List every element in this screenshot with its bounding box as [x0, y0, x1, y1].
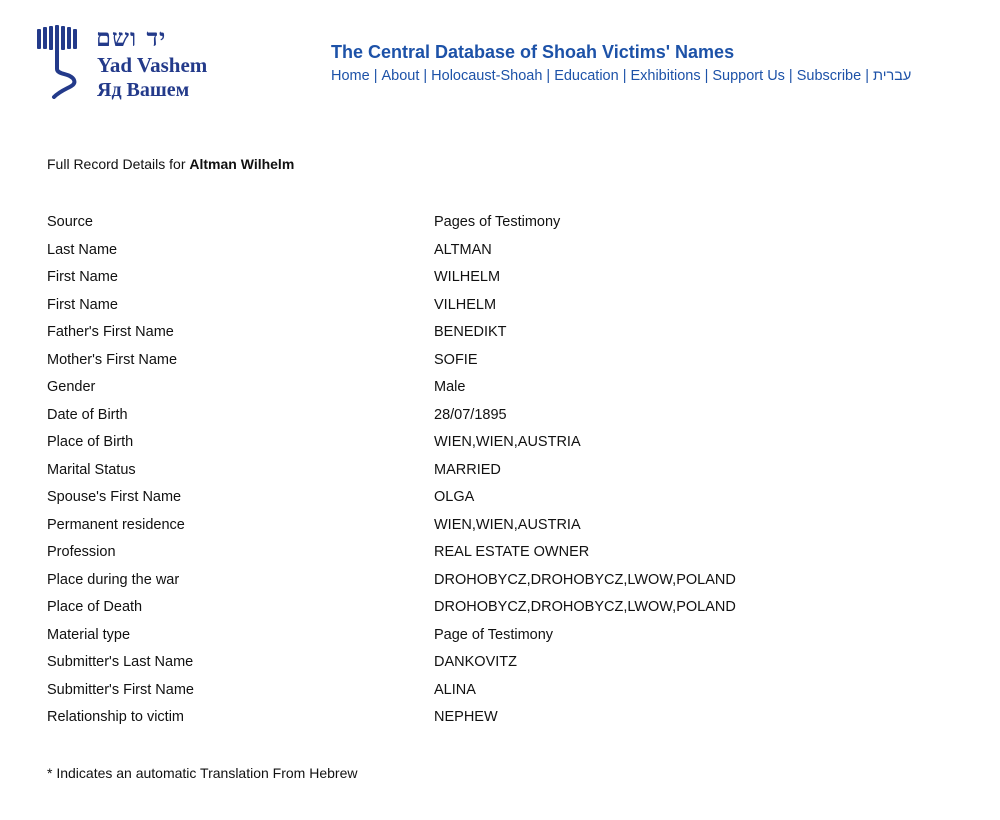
nav-link-about[interactable]: About	[381, 68, 420, 84]
field-value: Pages of Testimony	[434, 214, 561, 230]
field-value: ALINA	[434, 681, 476, 698]
field-label: Place during the war	[47, 571, 180, 588]
record-heading-prefix: Full Record Details for	[47, 156, 190, 172]
nav-separator: |	[546, 68, 551, 84]
logo-hebrew-text: יד ושם	[96, 23, 167, 52]
field-value: 28/07/1895	[434, 406, 507, 423]
field-value: BENEDIKT	[434, 324, 507, 340]
field-label: Gender	[47, 379, 96, 395]
field-value: DROHOBYCZ,DROHOBYCZ,LWOW,POLAND	[434, 571, 736, 588]
record-row-submitter-first-name	[47, 679, 947, 707]
record-row-gender	[47, 376, 947, 404]
yad-vashem-logo[interactable]	[36, 25, 236, 105]
record-row-spouses-first-name	[47, 486, 947, 514]
menorah-hand-icon	[36, 25, 82, 99]
nav-separator: |	[423, 68, 428, 84]
logo-latin-text: Yad Vashem	[97, 53, 208, 77]
field-label: Submitter's Last Name	[47, 654, 194, 670]
nav-separator: |	[704, 68, 709, 84]
field-label: Mother's First Name	[47, 351, 178, 368]
record-row-source	[47, 211, 947, 239]
record-row-fathers-first-name	[47, 321, 947, 349]
field-value: SOFIE	[434, 351, 478, 368]
record-row-profession	[47, 541, 947, 569]
field-label: Submitter's First Name	[47, 681, 194, 698]
nav-link-subscribe[interactable]: Subscribe	[796, 68, 862, 84]
field-value: WIEN,WIEN,AUSTRIA	[434, 516, 581, 533]
field-label: Place of Birth	[47, 434, 134, 450]
record-heading-name: Altman Wilhelm	[189, 156, 295, 172]
record-row-place-of-birth	[47, 431, 947, 459]
field-value: WIEN,WIEN,AUSTRIA	[434, 434, 581, 450]
field-label: First Name	[47, 296, 118, 313]
record-row-permanent-residence	[47, 514, 947, 542]
field-value: WILHELM	[434, 269, 501, 285]
field-label: Spouse's First Name	[47, 489, 182, 505]
record-row-mothers-first-name	[47, 349, 947, 377]
logo-cyrillic-text: Яд Вашем	[97, 79, 190, 101]
nav-separator: |	[788, 68, 793, 84]
field-value: DROHOBYCZ,DROHOBYCZ,LWOW,POLAND	[434, 599, 736, 615]
site-title: The Central Database of Shoah Victims' Names	[331, 42, 735, 62]
record-row-submitter-last-name	[47, 651, 947, 679]
record-details-table	[47, 211, 947, 734]
field-label: First Name	[47, 269, 118, 285]
field-label: Source	[47, 214, 93, 230]
record-row-date-of-birth	[47, 404, 947, 432]
field-value: VILHELM	[434, 296, 497, 313]
top-navigation	[331, 68, 911, 84]
field-value: MARRIED	[434, 461, 501, 478]
record-row-relationship-to-victim	[47, 706, 947, 734]
field-value: REAL ESTATE OWNER	[434, 544, 590, 560]
nav-link-education[interactable]: Education	[554, 68, 619, 84]
field-label: Father's First Name	[47, 324, 174, 340]
record-heading	[47, 156, 294, 172]
field-label: Permanent residence	[47, 516, 185, 533]
field-label: Relationship to victim	[47, 709, 184, 725]
nav-link-home[interactable]: Home	[331, 68, 370, 84]
nav-separator: |	[373, 68, 378, 84]
field-value: DANKOVITZ	[434, 654, 517, 670]
record-row-place-of-death	[47, 596, 947, 624]
field-label: Profession	[47, 544, 116, 560]
record-row-marital-status	[47, 459, 947, 487]
field-label: Last Name	[47, 241, 118, 258]
field-value: Male	[434, 379, 466, 395]
nav-link-holocaust-shoah[interactable]: Holocaust-Shoah	[431, 68, 543, 84]
record-row-material-type	[47, 624, 947, 652]
field-value: Page of Testimony	[434, 626, 554, 643]
field-value: ALTMAN	[434, 241, 492, 258]
record-row-first-name	[47, 266, 947, 294]
nav-separator: |	[622, 68, 627, 84]
field-label: Date of Birth	[47, 406, 128, 423]
nav-link-support-us[interactable]: Support Us	[712, 68, 785, 84]
record-row-place-during-war	[47, 569, 947, 597]
nav-link-exhibitions[interactable]: Exhibitions	[630, 68, 701, 84]
field-label: Marital Status	[47, 461, 136, 478]
nav-separator: |	[865, 68, 869, 84]
field-label: Place of Death	[47, 599, 143, 615]
field-value: NEPHEW	[434, 709, 498, 725]
record-row-last-name	[47, 239, 947, 267]
field-value: OLGA	[434, 489, 475, 505]
field-label: Material type	[47, 626, 131, 643]
translation-footnote: * Indicates an automatic Translation From Hebrew	[47, 765, 358, 781]
nav-link-hebrew[interactable]: עברית	[872, 68, 912, 84]
record-row-first-name-alt	[47, 294, 947, 322]
